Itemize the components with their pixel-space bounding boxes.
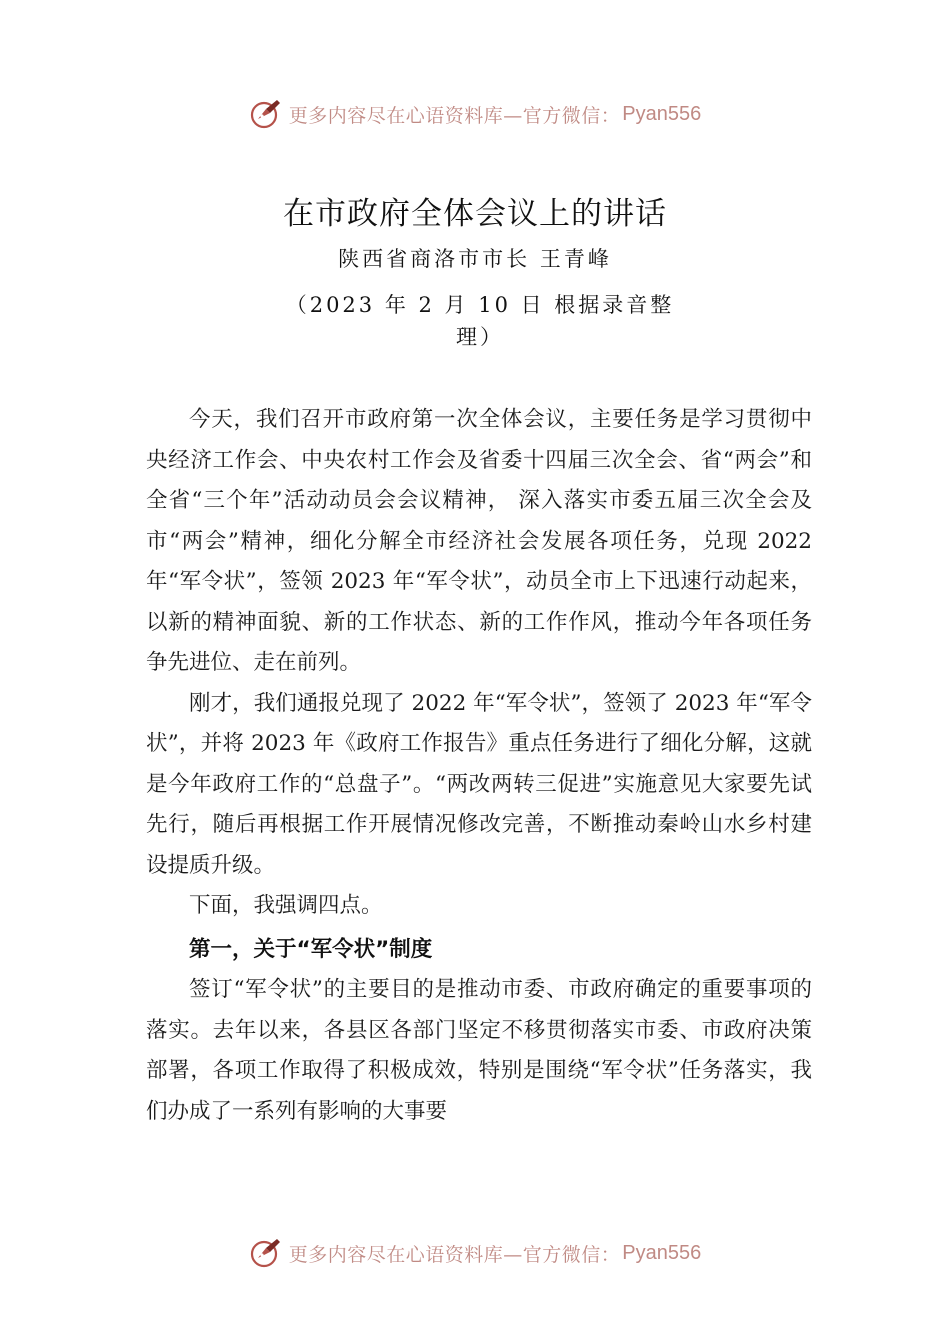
watermark-text: 更多内容尽在心语资料库—官方微信：	[288, 104, 621, 127]
paragraph: 签订“军令状”的主要目的是推动市委、市政府确定的重要事项的落实。去年以来，各县区各部门坚定不移贯彻落实市委、市政府决策部署，各项工作取得了积极成效，特别是围绕“军令状”任务落实，我们办成了一系列有影响的大事要	[146, 977, 812, 1124]
document-title: 在市政府全体会议上的讲话	[283, 196, 667, 232]
watermark-wechat-id: Pyan556	[622, 102, 702, 125]
paragraph: 下面，我强调四点。	[189, 893, 383, 918]
watermark-footer	[0, 1233, 950, 1273]
paragraph: 刚才，我们通报兑现了 2022 年“军令状”，签领了 2023 年“军令状”，并将 2023 年《政府工作报告》重点任务进行了细化分解，这就是今年政府工作的“总盘子”。“两改两转三促进”实施意见大家要先试先行，随后再根据工作开展情况修改完善，不断推动秦岭山水乡村建设提质升级。	[146, 690, 812, 878]
watermark-wechat-id: Pyan556	[622, 1241, 702, 1264]
watermark-text: 更多内容尽在心语资料库—官方微信：	[288, 1243, 621, 1266]
paragraph: 今天，我们召开市政府第一次全体会议，主要任务是学习贯彻中央经济工作会、中央农村工作会及省委十四届三次全会、省“两会”和全省“三个年”活动动员会会议精神， 深入落实市委五届三次全会及市“两会”精神，细化分解全市经济社会发展各项任务，兑现 2022 年“军令状”，签领 2023 年“军令状”，动员全市上下迅速行动起来，以新的精神面貌、新的工作状态、新的工作作风，推动今年各项任务争先进位、走在前列。	[146, 407, 812, 675]
pen-nib-seal-icon	[249, 97, 283, 131]
section-heading: 第一，关于“军令状”制度	[189, 936, 433, 962]
pen-nib-seal-icon	[249, 1236, 283, 1270]
document-body	[146, 400, 812, 1132]
document-author: 陕西省商洛市市长 王青峰	[338, 247, 612, 271]
document-date: （2023 年 2 月 10 日 根据录音整理）	[285, 293, 675, 349]
watermark-header	[0, 94, 950, 134]
